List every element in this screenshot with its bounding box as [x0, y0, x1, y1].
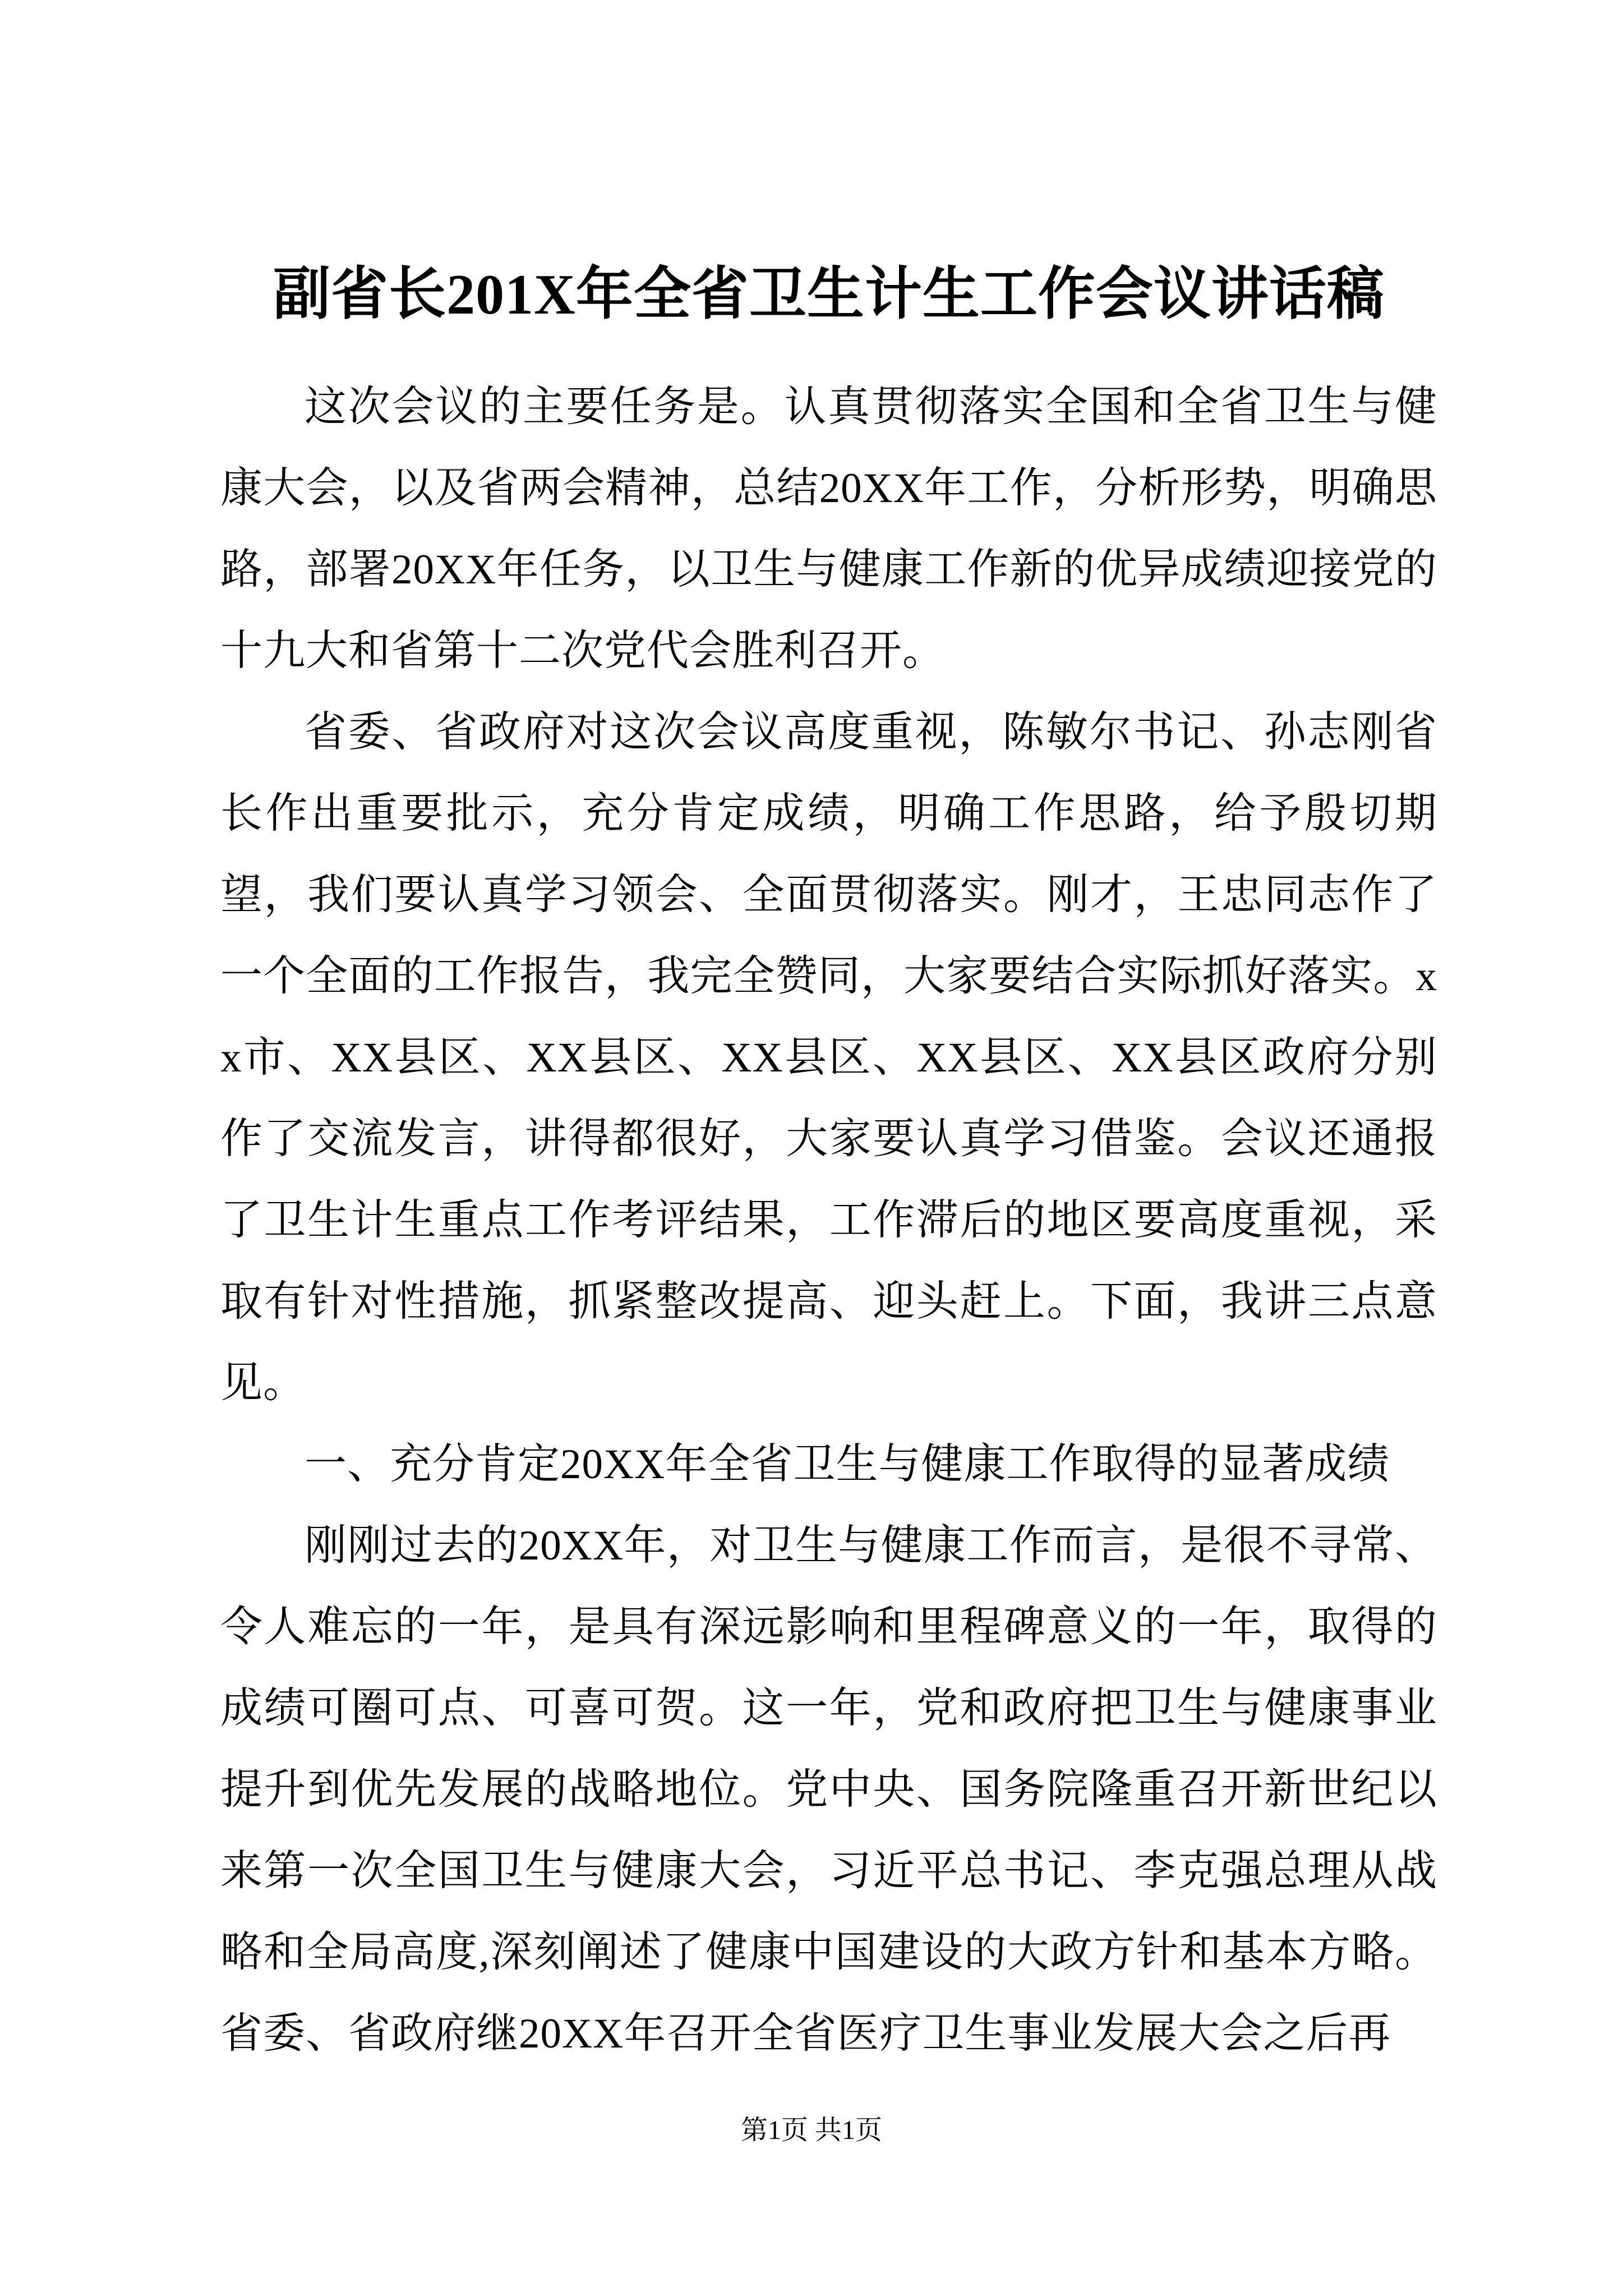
section-heading-1: 一、充分肯定20XX年全省卫生与健康工作取得的显著成绩 — [305, 1441, 1390, 1488]
document-title: 副省长201X年全省卫生计生工作会议讲话稿 — [273, 263, 1385, 326]
document-content — [220, 255, 1437, 2074]
page-number-label: 第1页 共1页 — [740, 2115, 882, 2145]
paragraph-2: 省委、省政府对这次会议高度重视，陈敏尔书记、孙志刚省长作出重要批示，充分肯定成绩，明确工作思路，给予殷切期望，我们要认真学习领会、全面贯彻落实。刚才，王忠同志作了一个全面的工作报告，我完全赞同，大家要结合实际抓好落实。xx市、XX县区、XX县区、XX县区、XX县区、XX县区政府分别作了交流发言，讲得都很好，大家要认真学习借鉴。会议还通报了卫生计生重点工作考评结果，工作滞后的地区要高度重视，采取有针对性措施，抓紧整改提高、迎头赶上。下面，我讲三点意见。 — [220, 708, 1437, 1406]
paragraph-1: 这次会议的主要任务是。认真贯彻落实全国和全省卫生与健康大会，以及省两会精神，总结20XX年工作，分析形势，明确思路，部署20XX年任务，以卫生与健康工作新的优异成绩迎接党的十九大和省第十二次党代会胜利召开。 — [220, 383, 1437, 674]
page-footer — [0, 2110, 1623, 2151]
paragraph-3: 刚刚过去的20XX年，对卫生与健康工作而言，是很不寻常、令人难忘的一年，是具有深远影响和里程碑意义的一年，取得的成绩可圈可点、可喜可贺。这一年，党和政府把卫生与健康事业提升到优先发展的战略地位。党中央、国务院隆重召开新世纪以来第一次全国卫生与健康大会，习近平总书记、李克强总理从战略和全局高度,深刻阐述了健康中国建设的大政方针和基本方略。省委、省政府继20XX年召开全省医疗卫生事业发展大会之后再 — [220, 1522, 1437, 2057]
